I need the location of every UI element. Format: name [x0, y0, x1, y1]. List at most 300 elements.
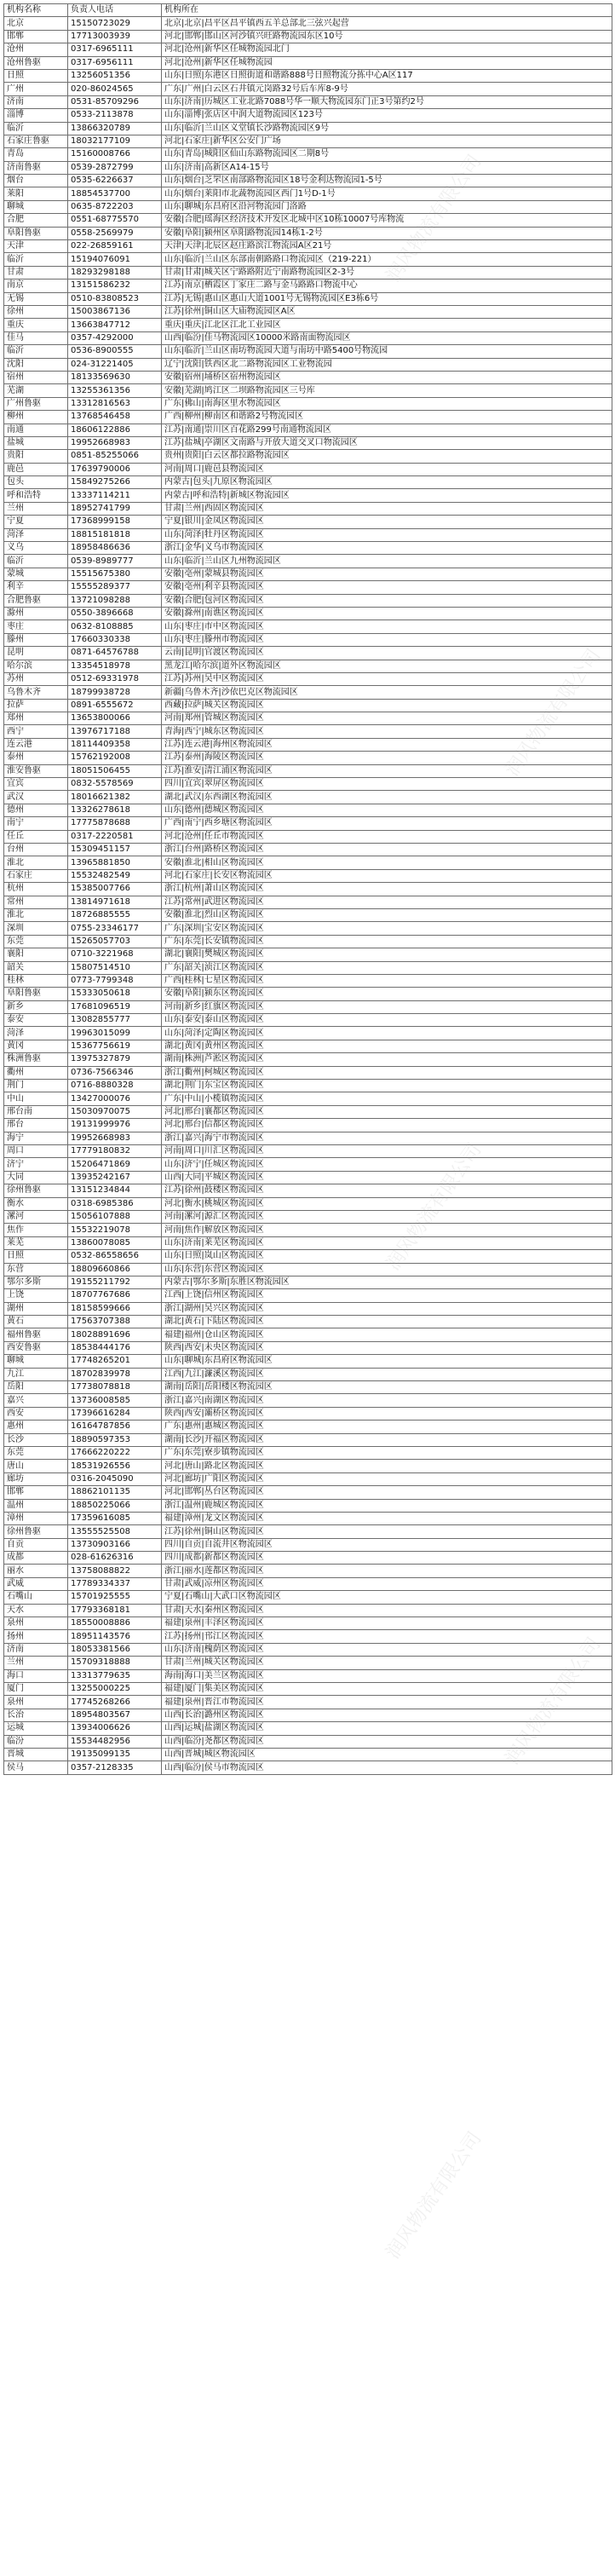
phone-cell: 17396616284 [68, 1407, 162, 1420]
phone-cell: 18809660866 [68, 1263, 162, 1276]
branch-name-cell: 蒙城 [4, 568, 68, 580]
branch-name-cell: 兰州 [4, 502, 68, 515]
branch-name-cell: 长沙 [4, 1433, 68, 1446]
phone-cell: 0539-2872799 [68, 161, 162, 174]
table-row [4, 1368, 612, 1380]
phone-cell: 18016621382 [68, 791, 162, 804]
location-cell: 贵州|贵阳|白云区都拉路物流园区 [162, 450, 612, 463]
branch-name-cell: 九江 [4, 1368, 68, 1380]
branch-name-cell: 聊城 [4, 200, 68, 213]
location-cell: 湖北|荆门|东宝区物流园区 [162, 1080, 612, 1092]
table-header-row [4, 4, 612, 17]
phone-cell: 15160008766 [68, 148, 162, 161]
location-cell: 山东|聊城|东昌府区物流园区 [162, 1355, 612, 1368]
phone-cell: 18726885555 [68, 908, 162, 921]
branch-name-cell: 德州 [4, 804, 68, 816]
phone-cell: 13935242167 [68, 1171, 162, 1184]
phone-cell: 18114409358 [68, 738, 162, 751]
phone-cell: 13151234844 [68, 1184, 162, 1197]
table-row [4, 411, 612, 424]
branch-name-cell: 扬州 [4, 1630, 68, 1643]
table-row [4, 292, 612, 305]
branch-name-cell: 泰州 [4, 752, 68, 764]
table-row [4, 712, 612, 725]
location-cell: 江苏|淮安|清江浦区物流园区 [162, 764, 612, 777]
location-cell: 江西|上饶|信州区物流园区 [162, 1289, 612, 1302]
phone-cell: 0539-8989777 [68, 555, 162, 568]
phone-cell: 13934006626 [68, 1722, 162, 1735]
phone-cell: 13730903166 [68, 1538, 162, 1551]
location-cell: 山东|日照|岚山区物流园区 [162, 1250, 612, 1263]
table-row [4, 148, 612, 161]
branch-name-cell: 西安鲁驱 [4, 1341, 68, 1354]
branch-name-cell: 西宁 [4, 725, 68, 738]
branch-name-cell: 菏泽 [4, 1027, 68, 1040]
branch-name-cell: 武威 [4, 1577, 68, 1590]
branch-name-cell: 桂林 [4, 974, 68, 987]
location-cell: 江苏|徐州|铜山区物流园区 [162, 1525, 612, 1538]
phone-cell: 15265057703 [68, 935, 162, 948]
table-row [4, 1355, 612, 1368]
phone-cell: 0512-69331978 [68, 672, 162, 685]
phone-cell: 020-86024565 [68, 83, 162, 95]
location-cell: 河北|沧州|任丘市物流园区 [162, 830, 612, 843]
location-cell: 河北|石家庄|新华区公安门广场 [162, 135, 612, 147]
phone-cell: 18293298188 [68, 266, 162, 279]
table-row [4, 1394, 612, 1407]
table-row [4, 1683, 612, 1696]
location-cell: 湖北|襄阳|樊城区物流园区 [162, 948, 612, 961]
phone-cell: 13255000225 [68, 1683, 162, 1696]
branch-name-cell: 昆明 [4, 647, 68, 660]
branch-name-cell: 侯马 [4, 1761, 68, 1774]
location-cell: 广东|惠州|惠城区物流园区 [162, 1421, 612, 1433]
phone-cell: 0357-4292000 [68, 331, 162, 344]
branch-name-cell: 上饶 [4, 1289, 68, 1302]
watermark-text: 润风物流有限公司 [382, 2128, 486, 2263]
table-row [4, 804, 612, 816]
branch-name-cell: 柳州 [4, 411, 68, 424]
location-cell: 安徽|淮北|相山区物流园区 [162, 856, 612, 869]
phone-cell: 19131999976 [68, 1119, 162, 1132]
phone-cell: 17775878688 [68, 817, 162, 830]
branch-name-cell: 临汾 [4, 1735, 68, 1748]
branch-name-cell: 滁州 [4, 607, 68, 620]
table-row [4, 686, 612, 699]
location-cell: 广东|东莞|寮步镇物流园区 [162, 1446, 612, 1459]
branch-name-cell: 温州 [4, 1499, 68, 1512]
phone-cell: 15701925555 [68, 1591, 162, 1604]
branch-name-cell: 宜宾 [4, 778, 68, 791]
location-cell: 山西|运城|盐湖区物流园区 [162, 1722, 612, 1735]
branch-name-cell: 厦门 [4, 1683, 68, 1696]
phone-cell: 18051506455 [68, 764, 162, 777]
phone-cell: 13354518978 [68, 660, 162, 672]
branch-name-cell: 惠州 [4, 1421, 68, 1433]
location-cell: 天津|天津|北辰区赵庄路滨江物流园A区21号 [162, 240, 612, 253]
phone-cell: 13736008585 [68, 1394, 162, 1407]
branch-name-cell: 聊城 [4, 1355, 68, 1368]
branch-name-cell: 义乌 [4, 542, 68, 555]
phone-cell: 0891-6555672 [68, 699, 162, 712]
table-row [4, 1027, 612, 1040]
table-row [4, 95, 612, 108]
branch-name-cell: 韶关 [4, 961, 68, 974]
phone-cell: 0871-64576788 [68, 647, 162, 660]
phone-cell: 0710-3221968 [68, 948, 162, 961]
phone-cell: 18158599666 [68, 1302, 162, 1315]
table-row [4, 1014, 612, 1027]
phone-cell: 18531926556 [68, 1460, 162, 1472]
table-row [4, 752, 612, 764]
location-cell: 江苏|徐州|鼓楼区物流园区 [162, 1184, 612, 1197]
column-header-name: 机构名称 [4, 4, 68, 17]
phone-cell: 13326278618 [68, 804, 162, 816]
location-cell: 内蒙古|鄂尔多斯|东胜区物流园区 [162, 1276, 612, 1288]
branch-name-cell: 徐州鲁驱 [4, 1525, 68, 1538]
branch-name-cell: 东营 [4, 1263, 68, 1276]
phone-cell: 0632-8108885 [68, 620, 162, 633]
phone-cell: 13758088822 [68, 1565, 162, 1577]
branch-name-cell: 新乡 [4, 1000, 68, 1013]
location-cell: 江苏|常州|武进区物流园区 [162, 896, 612, 908]
branch-name-cell: 长治 [4, 1709, 68, 1721]
branch-name-cell: 济宁 [4, 1158, 68, 1171]
watermark-text: 润风物流有限公司 [501, 1634, 606, 1769]
phone-cell: 17660330338 [68, 633, 162, 646]
table-row [4, 633, 612, 646]
table-row [4, 1197, 612, 1210]
location-cell: 河北|唐山|路北区物流园区 [162, 1460, 612, 1472]
phone-cell: 17368999158 [68, 516, 162, 528]
table-row [4, 738, 612, 751]
table-row [4, 1092, 612, 1105]
phone-cell: 15003867136 [68, 305, 162, 318]
table-row [4, 620, 612, 633]
table-row [4, 253, 612, 266]
table-row [4, 568, 612, 580]
branch-name-cell: 石嘴山 [4, 1591, 68, 1604]
table-row [4, 1407, 612, 1420]
table-row [4, 594, 612, 607]
branch-name-cell: 衢州 [4, 1066, 68, 1079]
table-row [4, 1512, 612, 1524]
location-cell: 山东|东营|东营区物流园区 [162, 1263, 612, 1276]
table-row [4, 1472, 612, 1485]
branch-name-cell: 泉州 [4, 1696, 68, 1709]
branch-name-cell: 焦作 [4, 1224, 68, 1236]
table-row [4, 1617, 612, 1630]
table-row [4, 175, 612, 187]
table-row [4, 1421, 612, 1433]
column-header-phone: 负责人电话 [68, 4, 162, 17]
table-row [4, 240, 612, 253]
table-row [4, 200, 612, 213]
branch-name-cell: 盐城 [4, 436, 68, 449]
table-row [4, 699, 612, 712]
location-cell: 山西|临汾|尧都区物流园区 [162, 1735, 612, 1748]
location-cell: 安徽|滁州|南谯区物流园区 [162, 607, 612, 620]
phone-cell: 0773-7799348 [68, 974, 162, 987]
branch-name-cell: 石家庄鲁驱 [4, 135, 68, 147]
location-cell: 湖南|长沙|开福区物流园区 [162, 1433, 612, 1446]
branch-name-cell: 常州 [4, 896, 68, 908]
branch-name-cell: 淄博 [4, 109, 68, 122]
table-row [4, 1552, 612, 1565]
branch-name-cell: 自贡 [4, 1538, 68, 1551]
watermark-text: 润风物流有限公司 [382, 1139, 486, 1275]
location-cell: 广西|桂林|七星区物流园区 [162, 974, 612, 987]
table-row [4, 830, 612, 843]
table-row [4, 935, 612, 948]
location-cell: 河北|沧州|新华区任城物流园北门 [162, 43, 612, 56]
phone-cell: 0317-2220581 [68, 830, 162, 843]
location-cell: 山东|日照|东港区日照街道和谐路888号日照物流分拣中心A区117 [162, 69, 612, 82]
branch-name-cell: 海宁 [4, 1132, 68, 1144]
table-row [4, 1538, 612, 1551]
table-row [4, 463, 612, 475]
table-row [4, 948, 612, 961]
location-cell: 安徽|合肥|瑶海区经济技术开发区北城中区10栋10007号库物流 [162, 214, 612, 227]
branch-name-cell: 成都 [4, 1552, 68, 1565]
branch-name-cell: 临沂 [4, 555, 68, 568]
location-cell: 河北|邢台|信都区物流园区 [162, 1119, 612, 1132]
branch-name-cell: 邯郸 [4, 1486, 68, 1499]
phone-cell: 17793368181 [68, 1604, 162, 1616]
branch-name-cell: 贵阳 [4, 450, 68, 463]
location-cell: 安徽|亳州|蒙城县物流园区 [162, 568, 612, 580]
phone-cell: 13965881850 [68, 856, 162, 869]
phone-cell: 13663847712 [68, 319, 162, 331]
table-row [4, 1184, 612, 1197]
phone-cell: 18952741799 [68, 502, 162, 515]
table-row [4, 1669, 612, 1682]
table-row [4, 1577, 612, 1590]
table-row [4, 555, 612, 568]
phone-cell: 17713003939 [68, 30, 162, 43]
location-cell: 辽宁|沈阳|铁西区北二路物流园区工业物流园 [162, 358, 612, 371]
phone-cell: 17745268266 [68, 1696, 162, 1709]
table-row [4, 844, 612, 856]
branch-name-cell: 南京 [4, 279, 68, 292]
branch-name-cell: 宁夏 [4, 516, 68, 528]
location-cell: 云南|昆明|官渡区物流园区 [162, 647, 612, 660]
table-row [4, 1302, 612, 1315]
table-row [4, 988, 612, 1000]
location-cell: 山东|临沂|兰山区九州物流园区 [162, 555, 612, 568]
branch-name-cell: 大同 [4, 1171, 68, 1184]
location-cell: 山东|菏泽|牡丹区物流园区 [162, 528, 612, 541]
branch-name-cell: 杭州 [4, 883, 68, 896]
branch-name-cell: 南通 [4, 424, 68, 436]
branch-name-cell: 宿州 [4, 371, 68, 383]
table-row [4, 279, 612, 292]
branch-name-cell: 郑州 [4, 712, 68, 725]
watermark-text: 润风物流有限公司 [382, 151, 486, 286]
branch-name-cell: 沧州 [4, 43, 68, 56]
location-cell: 江西|九江|濂溪区物流园区 [162, 1368, 612, 1380]
phone-cell: 18951143576 [68, 1630, 162, 1643]
phone-cell: 0357-2128335 [68, 1761, 162, 1774]
location-cell: 江苏|盐城|亭湖区文南路与开放大道交叉口物流园区 [162, 436, 612, 449]
location-cell: 山西|临汾|佳马物流园区10000米路南面物流园区 [162, 331, 612, 344]
branch-name-cell: 淮北 [4, 908, 68, 921]
table-row [4, 883, 612, 896]
location-cell: 江苏|苏州|吴中区物流园区 [162, 672, 612, 685]
table-row [4, 1289, 612, 1302]
branch-name-cell: 兰州 [4, 1657, 68, 1669]
table-row [4, 331, 612, 344]
phone-cell: 13975327879 [68, 1053, 162, 1066]
phone-cell: 13814971618 [68, 896, 162, 908]
branch-name-cell: 南宁 [4, 817, 68, 830]
branch-name-cell: 日照 [4, 69, 68, 82]
location-cell: 山东|淄博|张店区中润大道物流园区123号 [162, 109, 612, 122]
location-cell: 山东|枣庄|市中区物流园区 [162, 620, 612, 633]
branch-name-cell: 重庆 [4, 319, 68, 331]
location-cell: 广东|广州|白云区石井镇元岗路32号后车库8-9号 [162, 83, 612, 95]
table-row [4, 30, 612, 43]
branch-name-cell: 北京 [4, 17, 68, 30]
location-cell: 山东|烟台|莱阳市北蔬物流园区西门1号D-1号 [162, 187, 612, 200]
phone-cell: 0533-2113878 [68, 109, 162, 122]
phone-cell: 0716-8880328 [68, 1080, 162, 1092]
location-cell: 山东|聊城|东昌府区沿河物流园门洛路 [162, 200, 612, 213]
table-row [4, 476, 612, 489]
table-row [4, 319, 612, 331]
branch-name-cell: 枣庄 [4, 620, 68, 633]
location-cell: 河南|郑州|管城区物流园区 [162, 712, 612, 725]
table-row [4, 1604, 612, 1616]
branch-name-cell: 滕州 [4, 633, 68, 646]
table-row [4, 672, 612, 685]
table-row [4, 817, 612, 830]
location-cell: 河北|邯郸|丛台区物流园区 [162, 1486, 612, 1499]
location-cell: 广东|东莞|长安镇物流园区 [162, 935, 612, 948]
phone-cell: 0550-3896668 [68, 607, 162, 620]
phone-cell: 024-31221405 [68, 358, 162, 371]
phone-cell: 18958486636 [68, 542, 162, 555]
phone-cell: 18702839978 [68, 1368, 162, 1380]
phone-cell: 15333050618 [68, 988, 162, 1000]
location-cell: 山东|济南|槐荫区物流园区 [162, 1643, 612, 1656]
table-row [4, 516, 612, 528]
location-cell: 广东|佛山|南海区里水物流园区 [162, 397, 612, 410]
branch-name-cell: 乌鲁木齐 [4, 686, 68, 699]
phone-cell: 0851-85255066 [68, 450, 162, 463]
table-row [4, 1499, 612, 1512]
table-row [4, 135, 612, 147]
phone-cell: 17359616085 [68, 1512, 162, 1524]
location-cell: 江苏|扬州|邗江区物流园区 [162, 1630, 612, 1643]
phone-cell: 18028891696 [68, 1328, 162, 1341]
table-row [4, 764, 612, 777]
location-cell: 河南|周口|川汇区物流园区 [162, 1144, 612, 1157]
table-row [4, 922, 612, 935]
location-cell: 广西|南宁|西乡塘区物流园区 [162, 817, 612, 830]
phone-cell: 13768546458 [68, 411, 162, 424]
branch-name-cell: 东莞 [4, 935, 68, 948]
phone-cell: 13313779635 [68, 1669, 162, 1682]
location-cell: 河北|沧州|新华区任城物流园 [162, 56, 612, 69]
table-row [4, 43, 612, 56]
phone-cell: 15709318888 [68, 1657, 162, 1669]
table-row [4, 109, 612, 122]
phone-cell: 15206471869 [68, 1158, 162, 1171]
branch-name-cell: 徐州鲁驱 [4, 1184, 68, 1197]
phone-cell: 15194076091 [68, 253, 162, 266]
branch-name-cell: 呼和浩特 [4, 489, 68, 502]
phone-cell: 13555525508 [68, 1525, 162, 1538]
location-cell: 浙江|嘉兴|海宁市物流园区 [162, 1132, 612, 1144]
table-row [4, 502, 612, 515]
branch-name-cell: 天水 [4, 1604, 68, 1616]
phone-cell: 13653800066 [68, 712, 162, 725]
phone-cell: 0317-6956111 [68, 56, 162, 69]
phone-cell: 19963015099 [68, 1027, 162, 1040]
phone-cell: 18538444176 [68, 1341, 162, 1354]
phone-cell: 15762192008 [68, 752, 162, 764]
table-row [4, 542, 612, 555]
phone-cell: 17639790006 [68, 463, 162, 475]
branch-directory-table [3, 3, 612, 1775]
location-cell: 山东|济宁|任城区物流园区 [162, 1158, 612, 1171]
table-row [4, 345, 612, 358]
branch-name-cell: 中山 [4, 1092, 68, 1105]
location-cell: 湖南|株洲|芦淞区物流园区 [162, 1053, 612, 1066]
branch-name-cell: 衡水 [4, 1197, 68, 1210]
location-cell: 浙江|丽水|莲都区物流园区 [162, 1565, 612, 1577]
phone-cell: 0832-5578569 [68, 778, 162, 791]
location-cell: 陕西|西安|未央区物流园区 [162, 1341, 612, 1354]
phone-cell: 19135099135 [68, 1748, 162, 1761]
table-row [4, 1053, 612, 1066]
phone-cell: 15532219078 [68, 1224, 162, 1236]
phone-cell: 15030970075 [68, 1105, 162, 1118]
location-cell: 新疆|乌鲁木齐|沙依巴克区物流园区 [162, 686, 612, 699]
phone-cell: 15309451157 [68, 844, 162, 856]
phone-cell: 0755-23346177 [68, 922, 162, 935]
location-cell: 安徽|合肥|包河区物流园区 [162, 594, 612, 607]
location-cell: 江苏|无锡|惠山区惠山大道1001号无锡物流园区E3栋6号 [162, 292, 612, 305]
location-cell: 浙江|杭州|萧山区物流园区 [162, 883, 612, 896]
location-cell: 山东|青岛|城阳区仙山东路物流园区二期8号 [162, 148, 612, 161]
phone-cell: 13337114211 [68, 489, 162, 502]
table-row [4, 424, 612, 436]
table-row [4, 450, 612, 463]
phone-cell: 13312816563 [68, 397, 162, 410]
location-cell: 广西|柳州|柳南区和谐路2号物流园区 [162, 411, 612, 424]
location-cell: 甘肃|兰州|城关区物流园区 [162, 1657, 612, 1669]
branch-name-cell: 黄石 [4, 1316, 68, 1328]
branch-name-cell: 沧州鲁驱 [4, 56, 68, 69]
location-cell: 安徽|阜阳|颍东区物流园区 [162, 988, 612, 1000]
branch-name-cell: 深圳 [4, 922, 68, 935]
location-cell: 湖北|黄石|下陆区物流园区 [162, 1316, 612, 1328]
table-row [4, 1657, 612, 1669]
location-cell: 西藏|拉萨|城关区物流园区 [162, 699, 612, 712]
location-cell: 河北|石家庄|长安区物流园区 [162, 869, 612, 882]
location-cell: 浙江|台州|路桥区物流园区 [162, 844, 612, 856]
phone-cell: 15532482549 [68, 869, 162, 882]
location-cell: 宁夏|银川|金凤区物流园区 [162, 516, 612, 528]
location-cell: 广东|深圳|宝安区物流园区 [162, 922, 612, 935]
table-row [4, 869, 612, 882]
phone-cell: 15367756619 [68, 1040, 162, 1052]
table-row [4, 56, 612, 69]
table-row [4, 122, 612, 135]
table-row [4, 660, 612, 672]
